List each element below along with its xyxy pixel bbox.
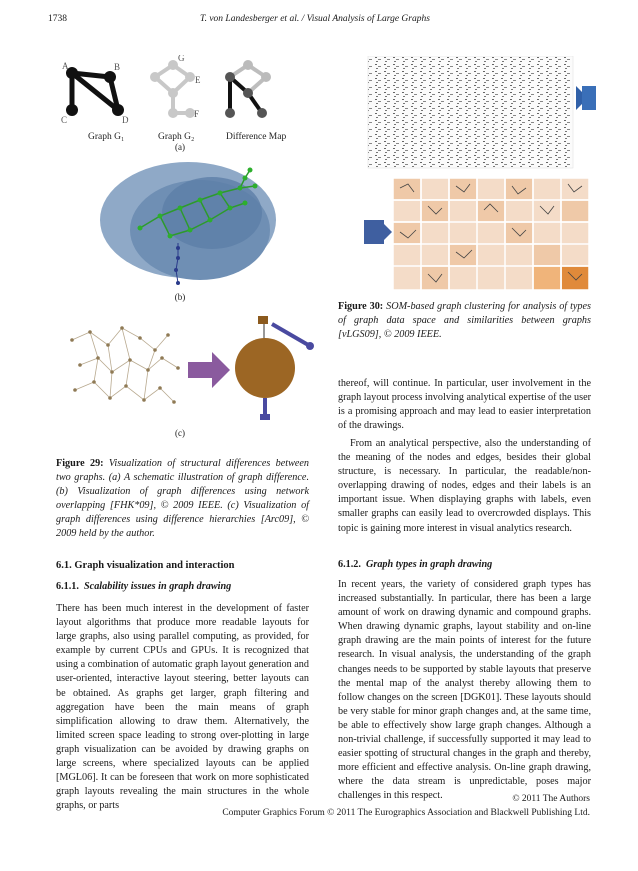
running-title: T. von Landesberger et al. / Visual Analysis of Large Graphs: [200, 14, 430, 24]
section-heading: 6.1. Graph visualization and interaction: [56, 560, 235, 571]
figure-29c-difference-hierarchy: [60, 310, 322, 422]
figure-30-caption-text: SOM-based graph clustering for analysis of types of graph data space and similarities between graphs [vLGS09], © 2009 IEEE.: [338, 301, 591, 341]
figure-30-caption: [338, 300, 591, 342]
figure-29b-sublabel: (b): [174, 292, 186, 302]
figure-29c-sublabel: (c): [175, 428, 185, 438]
subsection-number-2: 6.1.2.: [338, 559, 361, 570]
figure-29b-network-overlap: [100, 158, 280, 290]
page-number: 1738: [48, 14, 67, 24]
subsection-heading-graph-types: [338, 559, 492, 570]
node-label-e: E: [195, 75, 201, 85]
right-paragraph-1: thereof, will continue. In particular, user involvement in the graph layout process involving analytical expertise of the user is a promising approach and may lead to easier interpretation of the drawings.: [338, 378, 591, 432]
figure-29a-sublabel: (a): [175, 142, 185, 152]
footer-copyright-authors: © 2011 The Authors: [512, 794, 590, 804]
node-label-a: A: [62, 61, 69, 71]
node-label-c: C: [61, 115, 68, 125]
node-label-d: D: [122, 115, 129, 125]
node-label-g: G: [178, 55, 185, 63]
label-graph-g2: Graph G₂: [158, 132, 195, 142]
arrow-icon: [188, 352, 230, 388]
footer-copyright-journal: Computer Graphics Forum © 2011 The Eurographics Association and Blackwell Publishing Ltd.: [222, 808, 590, 818]
figure-30-caption-label: Figure 30:: [338, 301, 384, 312]
subsection-heading-scalability: [56, 581, 231, 592]
figure-29-caption-label: Figure 29:: [56, 458, 104, 469]
label-difference-map: Difference Map: [226, 132, 287, 142]
label-graph-g1: Graph G₁: [88, 132, 125, 142]
figure-29-caption-text: Visualization of structural differences between two graphs. (a) A schematic illustration of graph difference. (b) Visualization of graph differences using network overlapping [FHK*09], © 2009 IEEE. (c) Visualization of graph differences using difference hierarchies [Arc09], © 2009 held by the author.: [56, 458, 309, 540]
figure-29a-graph-difference: [50, 55, 320, 145]
scalability-paragraph: There has been much interest in the development of faster layout algorithms that produce more readable layouts for large graphs, also using parallel computing, as provided, for example by current CPUs and GPUs. It is recognized that using a combination of automatic graph layout generation and user-oriented, interactive layout steering, better layouts can be obtained. As graphs get larger, graph filtering and aggregation have been the main means of graph simplification allowing to draw them. Alternatively, the limited screen space leading to strong over-plotting in large graph visualization can be avoided by drawing graphs on large screens, where specialized layouts can be applied [MGL06]. It can be foreseen that work on more sophisticated graph layouts revealing the main structures in the whole graphs, or parts: [56, 603, 309, 812]
subsection-title-2: Graph types in graph drawing: [366, 559, 493, 570]
graph-types-paragraph: In recent years, the variety of considered graph types has increased substantially. In particular, there has been a large amount of work on drawing dynamic and compound graphs. When drawing dynamic graphs, layout stability and on-line graph drawing are the main points of interest for the future research. In visual analysis, the understanding of the graph changes needs to be supported by stable layouts that preserve the mental map of the analyst thereby allowing them to follow changes on the screen [DGK01]. These layouts should be very stable for minor graph changes and, at the same time, be able to effectively show large graph changes. Although a non-trivial challenge, if successfully supported it may lead to easier spotting of structural changes in the graph and thereby, more efficient and effective analysis. On-line graph drawing, where the data stream is unpredictable, poses major challenges in this respect.: [338, 579, 591, 802]
right-paragraph-2: From an analytical perspective, also the understanding of the meaning of the nodes and edges, besides their global structure, is necessary. In particular, the readable/non-overlapping drawing of nodes, edges and their labels is an important issue. When displaying graphs with labels, even smaller graphs can easily lead to overcrowded displays. This topic is gaining more interest in visual analytics research.: [338, 438, 591, 534]
subsection-number: 6.1.1.: [56, 581, 79, 592]
figure-29-caption: [56, 457, 309, 542]
figure-30-som-clustering: [338, 56, 596, 290]
node-label-b: B: [114, 62, 121, 72]
subsection-title: Scalability issues in graph drawing: [84, 581, 232, 592]
node-label-f: F: [194, 109, 200, 119]
